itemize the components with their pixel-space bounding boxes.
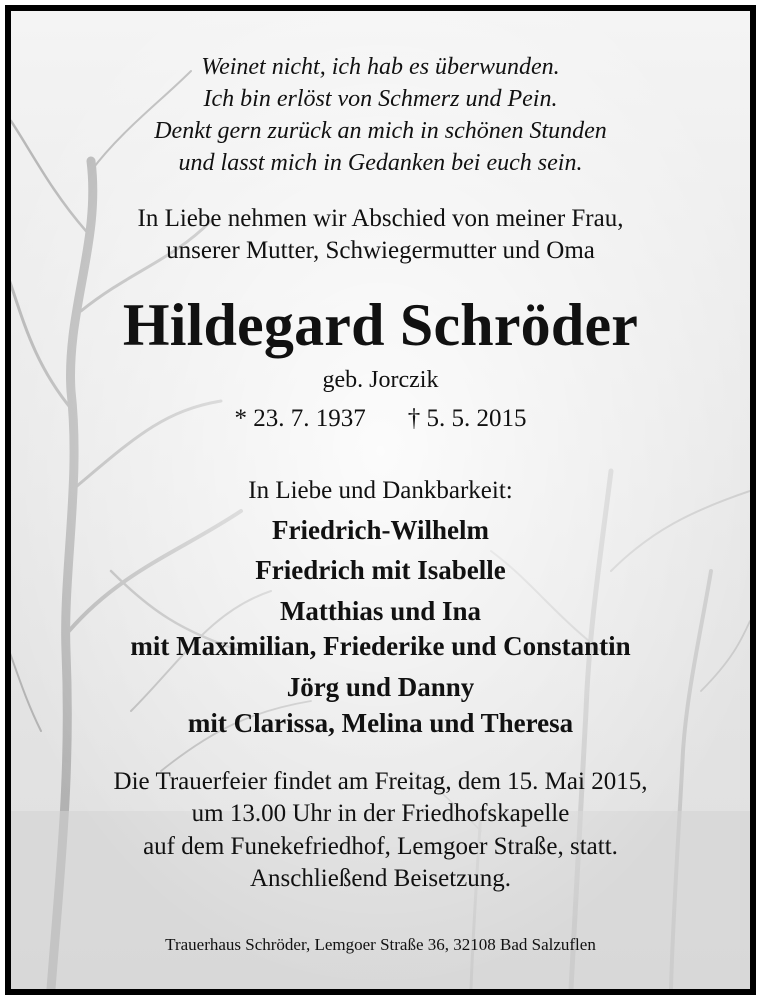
birth-name: geb. Jorczik <box>322 367 439 393</box>
mourner-line: Matthias und Ina <box>279 596 482 626</box>
mourner-line: Friedrich mit Isabelle <box>255 555 506 585</box>
service-line: um 13.00 Uhr in der Friedhofskapelle <box>191 800 570 827</box>
poem-line: Denkt gern zurück an mich in schönen Stunden <box>154 118 607 144</box>
mourners-intro: In Liebe und Dankbarkeit: <box>248 477 513 504</box>
intro-line: In Liebe nehmen wir Abschied von meiner Frau, <box>137 205 624 232</box>
life-dates <box>11 403 750 435</box>
birth-date: * 23. 7. 1937 <box>234 405 366 432</box>
service-line: Anschließend Beisetzung. <box>249 865 512 892</box>
intro-line: unserer Mutter, Schwiegermutter und Oma <box>166 237 595 264</box>
poem-line: Ich bin erlöst von Schmerz und Pein. <box>203 86 558 112</box>
funeral-home-address: Trauerhaus Schröder, Lemgoer Straße 36, 32108 Bad Salzuflen <box>165 935 596 954</box>
obituary-notice <box>5 5 756 995</box>
mourner-line: mit Clarissa, Melina und Theresa <box>187 708 574 738</box>
poem-line: Weinet nicht, ich hab es überwunden. <box>201 54 560 80</box>
mourner-line: mit Maximilian, Friederike und Constantin <box>130 631 631 661</box>
death-date: † 5. 5. 2015 <box>407 405 527 432</box>
service-line: auf dem Funekefriedhof, Lemgoer Straße, statt. <box>143 833 618 860</box>
deceased-name: Hildegard Schröder <box>122 292 639 358</box>
poem-line: und lasst mich in Gedanken bei euch sein. <box>178 150 583 176</box>
mourner-line: Friedrich-Wilhelm <box>272 515 489 545</box>
service-line: Die Trauerfeier findet am Freitag, dem 15. Mai 2015, <box>113 768 648 795</box>
mourner-line: Jörg und Danny <box>286 672 475 702</box>
